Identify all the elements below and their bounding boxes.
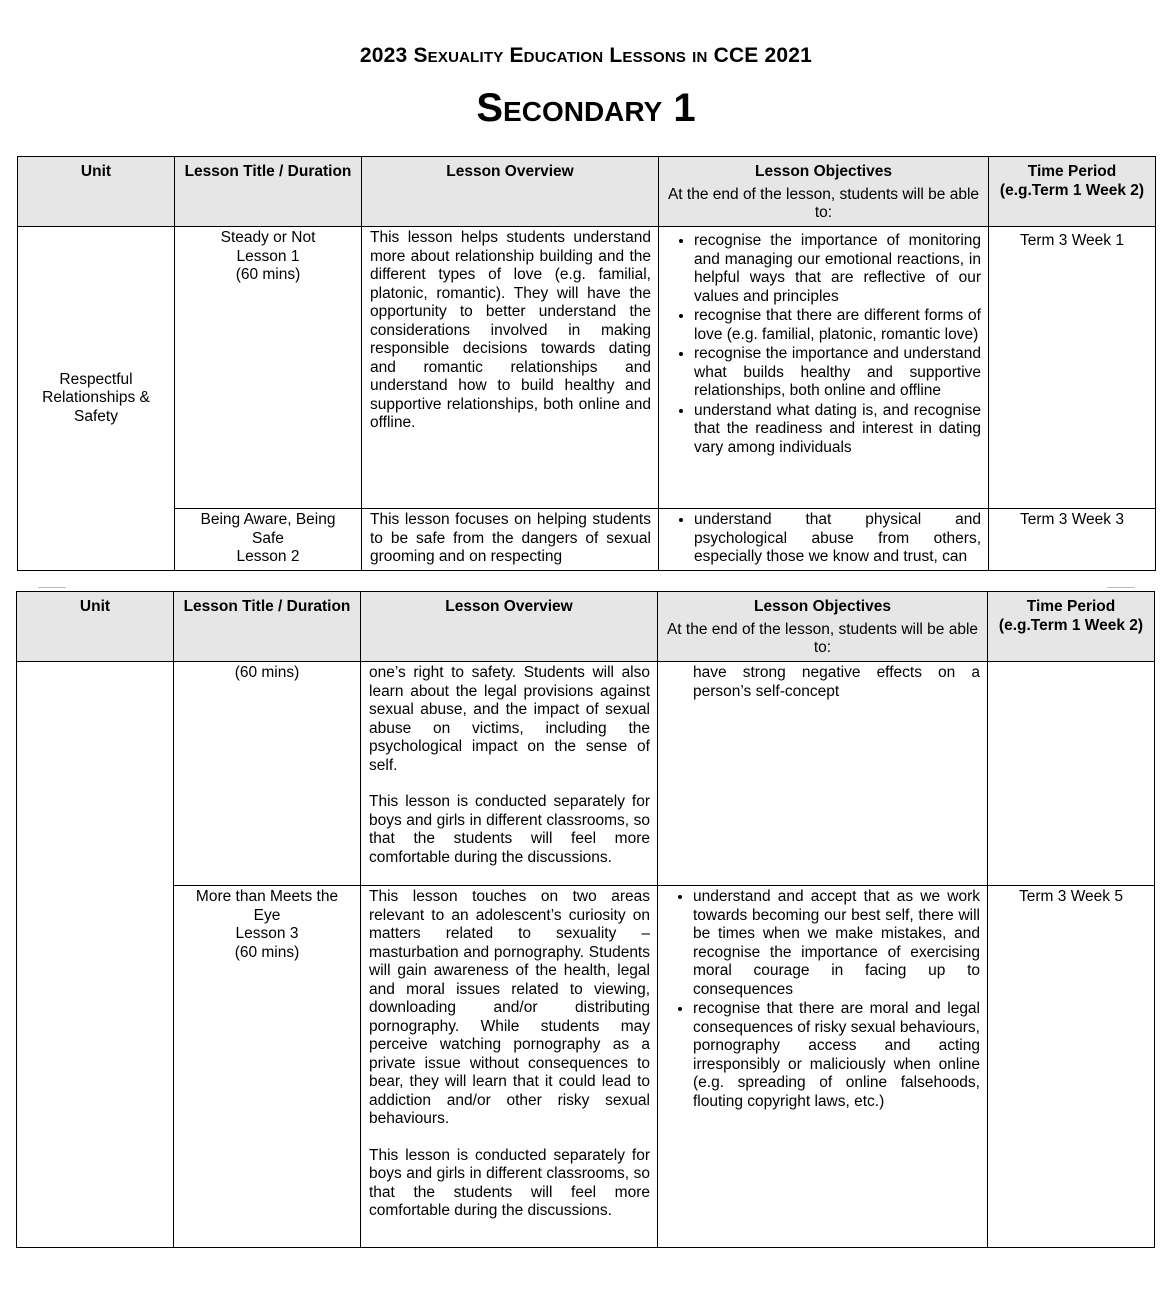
lesson-title-cell: Steady or Not Lesson 1 (60 mins) bbox=[175, 227, 362, 509]
table-header-row bbox=[18, 157, 1156, 227]
header-objectives: Lesson Objectives At the end of the lesson, students will be able to: bbox=[659, 157, 989, 227]
objective-item: • recognise the importance of monitoring and managing our emotional reactions, in helpful ways that are reflective of our values and principles bbox=[694, 232, 981, 306]
header-lesson-title: Lesson Title / Duration bbox=[174, 592, 361, 662]
objective-item: • understand what dating is, and recognise that the readiness and interest in dating vary among individuals bbox=[694, 402, 981, 458]
time-period-cell: Term 3 Week 5 bbox=[988, 886, 1155, 1248]
overview-cell: one’s right to safety. Students will also learn about the legal provisions against sexual abuse, and the impact of sexual abuse on victims, including the psychological impact on the sense of self. This lesson is conducted separately for boys and girls in different classrooms, so that the students will feel more comfortable during the discussions. bbox=[361, 662, 658, 886]
header-overview: Lesson Overview bbox=[362, 157, 659, 227]
document-title: 2023 Sexuality Education Lessons in CCE 2021 bbox=[359, 44, 813, 67]
time-period-cell: Term 3 Week 3 bbox=[989, 509, 1156, 571]
objective-item: • understand and accept that as we work towards becoming our best self, there will be times when we make mistakes, and recognise the importance of exercising moral courage in facing up to consequences bbox=[693, 888, 980, 999]
overview-cell: This lesson helps students understand more about relationship building and the different types of love (e.g. familial, platonic, romantic). They will have the opportunity to better understand the considerations involved in making responsible decisions towards dating and romantic relationships and understand how to build healthy and supportive relationships, both online and offline. bbox=[362, 227, 659, 509]
objective-item: • recognise that there are different forms of love (e.g. familial, platonic, romantic love) bbox=[694, 307, 981, 344]
objectives-cell bbox=[658, 886, 988, 1248]
table-header-row bbox=[17, 592, 1155, 662]
objectives-cell bbox=[658, 662, 988, 886]
lessons-table-page-1 bbox=[17, 156, 1156, 571]
header-time-period: Time Period (e.g.Term 1 Week 2) bbox=[989, 157, 1156, 227]
header-unit: Unit bbox=[17, 592, 174, 662]
table-row bbox=[18, 509, 1156, 571]
unit-cell: Respectful Relationships & Safety bbox=[18, 227, 175, 571]
table-row bbox=[18, 227, 1156, 509]
header-lesson-title: Lesson Title / Duration bbox=[175, 157, 362, 227]
page-break-mark bbox=[38, 587, 66, 588]
page-break-mark bbox=[1107, 587, 1135, 588]
lesson-title-cell: Being Aware, Being Safe Lesson 2 bbox=[175, 509, 362, 571]
objectives-cell bbox=[659, 509, 989, 571]
header-time-period: Time Period (e.g.Term 1 Week 2) bbox=[988, 592, 1155, 662]
time-period-cell: Term 3 Week 1 bbox=[989, 227, 1156, 509]
objective-item: • recognise the importance and understand what builds healthy and supportive relationships, both online and offline bbox=[694, 345, 981, 401]
objective-item: • understand that physical and psychological abuse from others, especially those we know and trust, can bbox=[694, 511, 981, 567]
overview-cell: This lesson focuses on helping students to be safe from the dangers of sexual grooming and on respecting bbox=[362, 509, 659, 571]
document-subtitle: Secondary 1 bbox=[476, 86, 696, 130]
objectives-cell bbox=[659, 227, 989, 509]
objective-item: have strong negative effects on a person’s self-concept bbox=[693, 664, 980, 700]
objective-item: • recognise that there are moral and legal consequences of risky sexual behaviours, pornography access and acting irresponsibly or maliciously when online (e.g. spreading of online falsehoods, flouting copyright laws, etc.) bbox=[693, 1000, 980, 1111]
time-period-cell bbox=[988, 662, 1155, 886]
header-objectives: Lesson Objectives At the end of the lesson, students will be able to: bbox=[658, 592, 988, 662]
table-row bbox=[17, 886, 1155, 1248]
lessons-table-page-2 bbox=[16, 591, 1155, 1248]
header-overview: Lesson Overview bbox=[361, 592, 658, 662]
header-unit: Unit bbox=[18, 157, 175, 227]
lesson-duration-cell: (60 mins) bbox=[174, 662, 361, 886]
lesson-title-cell: More than Meets the Eye Lesson 3 (60 mins) bbox=[174, 886, 361, 1248]
unit-cell-continued bbox=[17, 662, 174, 1248]
overview-cell: This lesson touches on two areas relevant to an adolescent’s curiosity on matters related to sexuality – masturbation and pornography. Students will gain awareness of the health, legal and moral issues related to viewing, downloading and/or distributing pornography. While students may perceive watching pornography as a private issue without consequences to bear, they will learn that it could lead to addiction and/or other risky sexual behaviours. This lesson is conducted separately for boys and girls in different classrooms, so that the students will feel more comfortable during the discussions. bbox=[361, 886, 658, 1248]
table-row bbox=[17, 662, 1155, 886]
